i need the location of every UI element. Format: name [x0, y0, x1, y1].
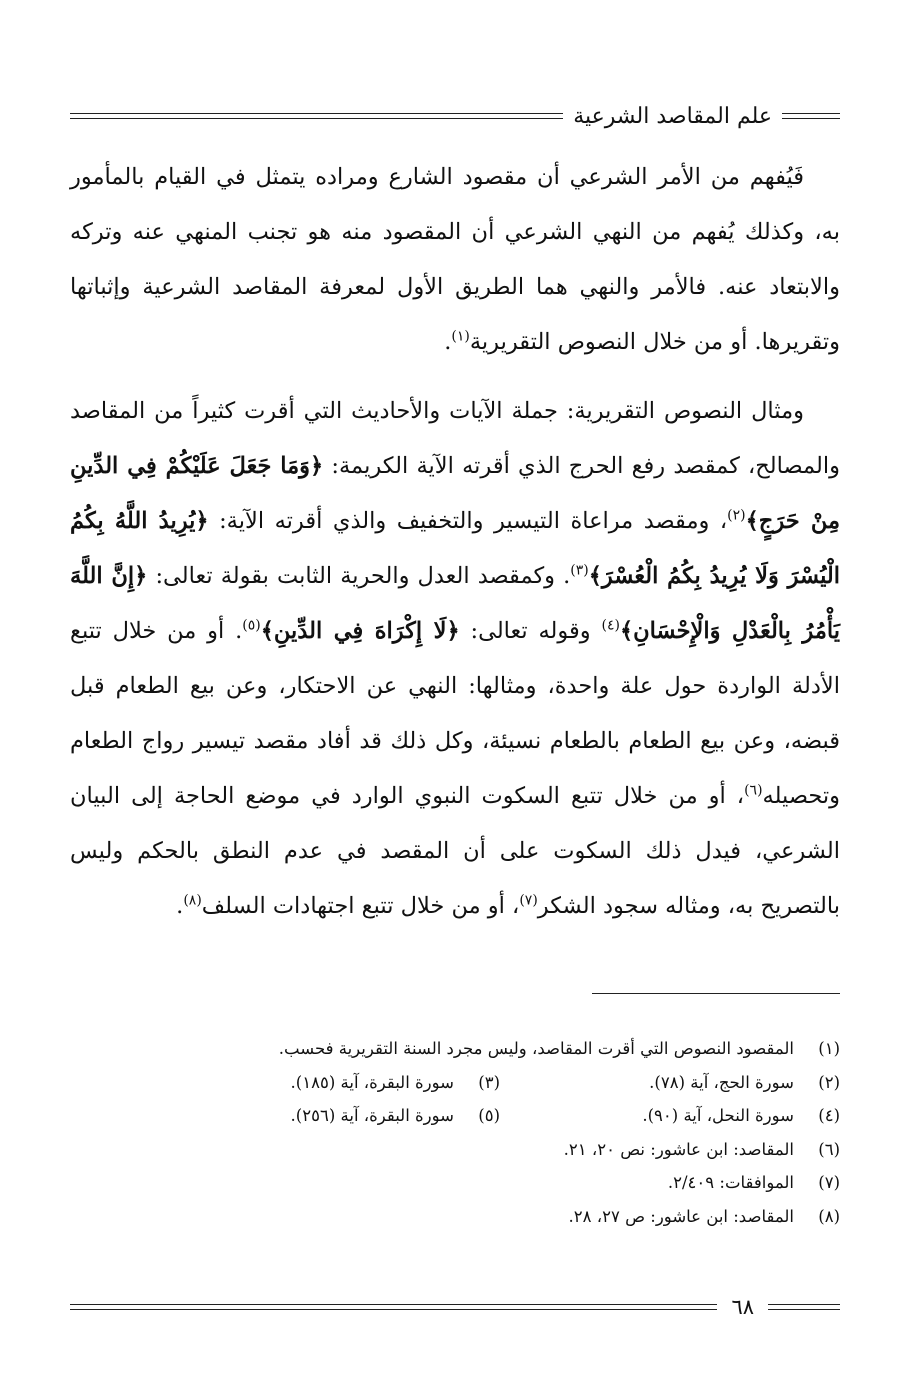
- footnote-7: [668, 1166, 840, 1200]
- footnote-ref-8: (٨): [183, 892, 202, 909]
- footnote-text: سورة البقرة، آية (٢٥٦).: [290, 1106, 454, 1125]
- footnote-ref-1: (١): [451, 328, 470, 345]
- footnote-ref-3: (٣): [570, 562, 589, 579]
- paragraph-1-end: .: [444, 329, 452, 355]
- footnote-number: (٣): [478, 1072, 500, 1092]
- footer-rule-long: [70, 1304, 717, 1310]
- footnote-ref-6: (٦): [744, 782, 763, 799]
- footnote-ref-2: (٢): [727, 507, 746, 524]
- quran-verse-2: ﴿يُرِيدُ اللَّهُ بِكُمُ الْيُسْرَ وَلَا يُرِيدُ بِكُمُ الْعُسْرَ﴾: [70, 508, 840, 589]
- footnote-text: المقاصد: ابن عاشور: ص ٢٧، ٢٨.: [568, 1206, 794, 1226]
- p2-text-7: ، أو من خلال تتبع اجتهادات السلف: [201, 893, 520, 919]
- footnote-text: المقاصد: ابن عاشور: نص ٢٠، ٢١.: [563, 1139, 794, 1159]
- footnote-number: (٦): [818, 1139, 840, 1159]
- footnote-ref-4: (٤): [601, 617, 620, 634]
- page-number: ٦٨: [731, 1295, 754, 1319]
- footnote-3: [160, 1066, 500, 1100]
- p2-text-5: . أو من خلال تتبع الأدلة الواردة حول علة واحدة، ومثالها: النهي عن الاحتكار، وعن بيع الطعام قبل قبضه، وعن بيع الطعام بالطعام نسيئة، وكل ذلك قد أفاد مقصد تيسير رواج الطعام وتحصيله: [70, 618, 840, 809]
- footer-rule-short: [768, 1304, 840, 1310]
- page-footer: [70, 1290, 840, 1324]
- quran-verse-3: ﴿إِنَّ اللَّهَ يَأْمُرُ بِالْعَدْلِ وَالْإِحْسَانِ﴾: [70, 563, 841, 644]
- footnotes: [120, 1032, 840, 1233]
- p2-text-3: . وكمقصد العدل والحرية الثابت بقولة تعالى:: [147, 563, 571, 589]
- header-rule-short: [782, 113, 840, 119]
- running-header: [70, 96, 840, 136]
- main-text: [70, 150, 840, 934]
- header-rule-long: [70, 113, 563, 119]
- footnote-5: [160, 1099, 500, 1133]
- footnote-row: [120, 1099, 840, 1133]
- quran-verse-1: ﴿وَمَا جَعَلَ عَلَيْكُمْ فِي الدِّينِ مِنْ حَرَجٍ﴾: [70, 453, 841, 534]
- footnote-row: [120, 1032, 840, 1066]
- footnote-text: الموافقات: ٢/٤٠٩.: [667, 1173, 794, 1192]
- footnote-6: [564, 1133, 840, 1167]
- footnote-4: [500, 1099, 840, 1133]
- footnote-number: (٢): [818, 1072, 840, 1092]
- footnote-row: [120, 1133, 840, 1167]
- footnote-1: [279, 1032, 840, 1066]
- footnote-8: [569, 1200, 840, 1234]
- footnote-row: [120, 1166, 840, 1200]
- footnote-row: [120, 1066, 840, 1100]
- p2-text-1: ومثال النصوص التقريرية: جملة الآيات والأحاديث التي أقرت كثيراً من المقاصد والمصالح، كمقصد رفع الحرج الذي أقرته الآية الكريمة:: [70, 398, 840, 479]
- footnote-text: سورة النحل، آية (٩٠).: [642, 1106, 794, 1125]
- quran-verse-4: ﴿لَا إِكْرَاهَ فِي الدِّينِ﴾: [260, 618, 460, 644]
- footnote-text: المقصود النصوص التي أقرت المقاصد، وليس مجرد السنة التقريرية فحسب.: [278, 1039, 794, 1058]
- footnote-text: سورة الحج، آية (٧٨).: [649, 1072, 794, 1092]
- footnote-ref-5: (٥): [242, 617, 261, 634]
- p2-text-4: وقوله تعالى:: [459, 618, 602, 644]
- p2-text-2: ، ومقصد مراعاة التيسير والتخفيف والذي أقرته الآية:: [208, 508, 728, 534]
- paragraph-1: [70, 150, 840, 370]
- p2-text-8: .: [176, 893, 184, 919]
- footnote-number: (١): [818, 1039, 840, 1058]
- footnote-number: (٤): [818, 1106, 840, 1125]
- paragraph-2: [70, 384, 840, 934]
- footnote-ref-7: (٧): [519, 892, 538, 909]
- footnote-row: [120, 1200, 840, 1234]
- footnote-2: [500, 1066, 840, 1100]
- footnote-number: (٥): [478, 1106, 500, 1125]
- footnote-text: سورة البقرة، آية (١٨٥).: [290, 1072, 454, 1092]
- footnote-number: (٨): [818, 1206, 840, 1226]
- footnote-separator: [592, 993, 840, 994]
- footnote-number: (٧): [818, 1173, 840, 1192]
- p2-text-6: ، أو من خلال تتبع السكوت النبوي الوارد في موضع الحاجة إلى البيان الشرعي، فيدل ذلك السكوت على أن المقصد في عدم النطق بالحكم وليس بالتصريح به، ومثاله سجود الشكر: [70, 783, 840, 919]
- header-title: علم المقاصد الشرعية: [573, 103, 772, 129]
- paragraph-1-text: فَيُفهم من الأمر الشرعي أن مقصود الشارع ومراده يتمثل في القيام بالمأمور به، وكذلك يُفهم من النهي الشرعي أن المقصود منه هو تجنب المنهي عنه وتركه والابتعاد عنه. فالأمر والنهي هما الطريق الأول لمعرفة المقاصد الشرعية وإثباتها وتقريرها. أو من خلال النصوص التقريرية: [70, 164, 840, 355]
